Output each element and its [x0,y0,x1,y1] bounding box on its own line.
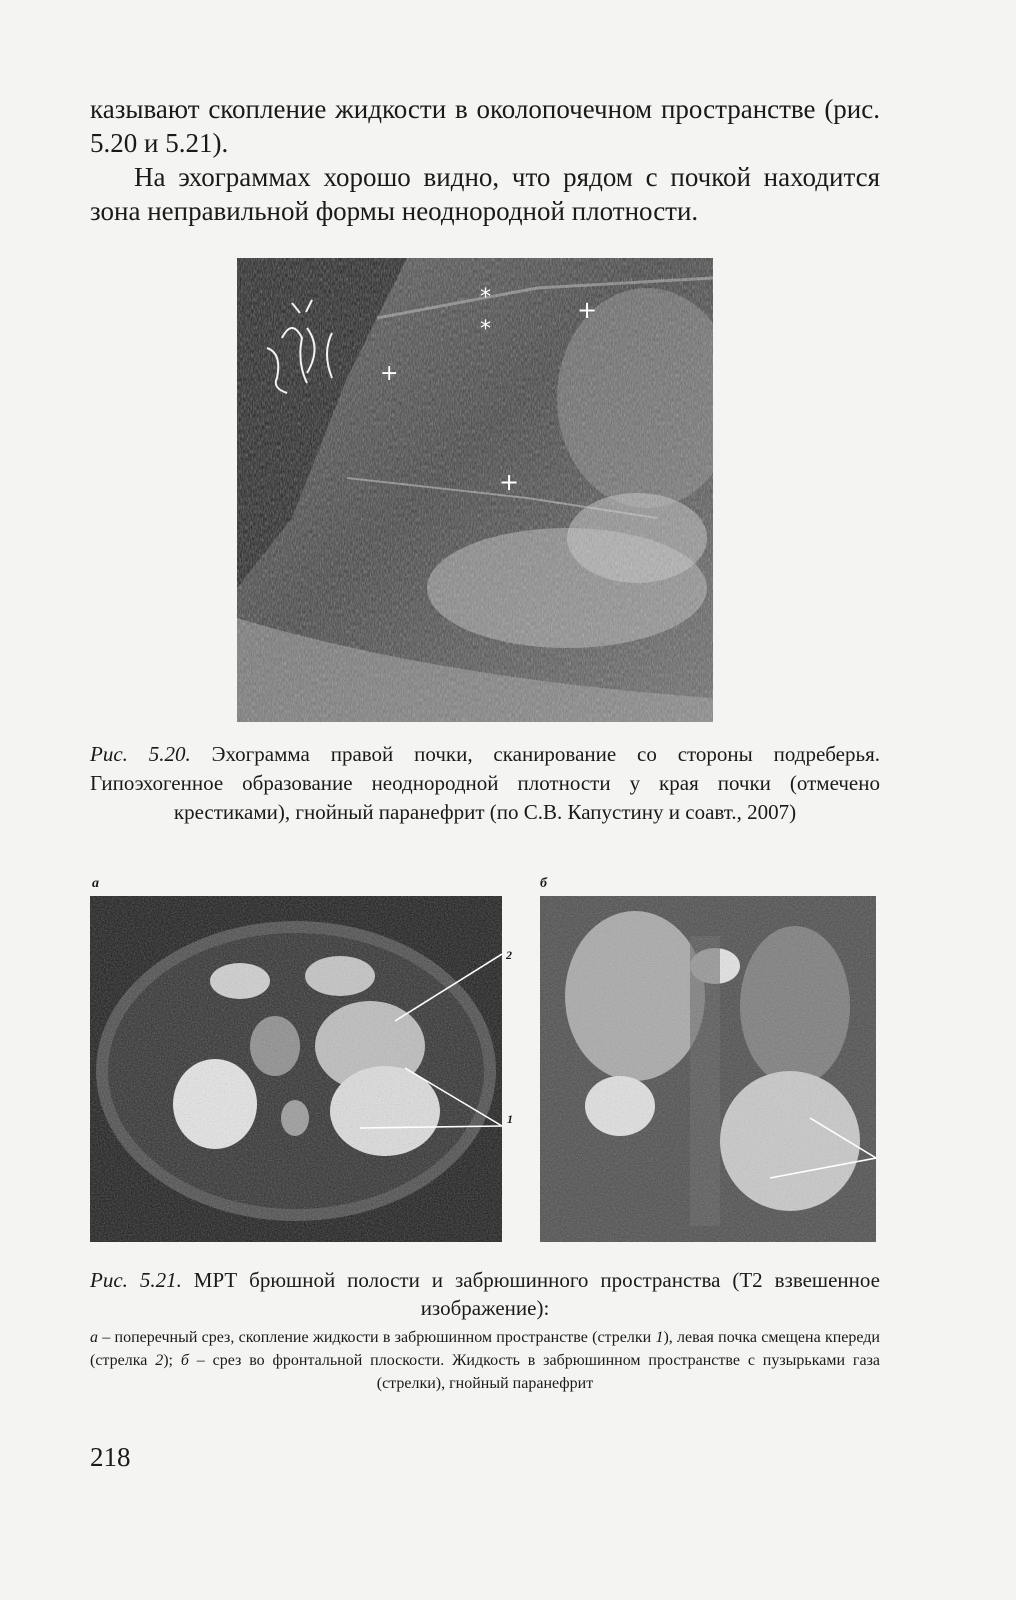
figure-5-20-caption [90,740,880,827]
legend-a-text: – поперечный срез, скопление жидкости в забрюшинном пространстве (стрелки [98,1329,656,1346]
body-paragraph-2: На эхограммах хорошо видно, что рядом с почкой находится зона неправильной формы неоднородной плотности. [90,162,880,226]
panel-b-label: б [540,876,547,891]
image-mark-2: * [480,317,491,342]
figure-5-20-number: Рис. 5.20. [90,742,191,766]
legend-arrow-1: 1 [655,1329,664,1346]
callout-2-label: 2 [506,948,512,962]
figure-5-21-caption-text: МРТ брюшной полости и забрюшинного пространства (Т2 взвешенное изображение): [181,1268,880,1320]
figure-5-21-caption [90,1266,880,1322]
echogram-image [237,258,713,722]
page-number: 218 [90,1442,131,1472]
legend-b-letter: б [180,1352,189,1369]
figure-5-20-caption-text: Эхограмма правой почки, сканирование со стороны подреберья. Гипоэхогенное образование неоднородной плотности у края почки (отмечено крестиками), гнойный паранефрит (по С.В. Капустину и соавт., 2007) [90,742,880,824]
image-mark-4: + [380,361,399,386]
figure-5-21-legend [90,1326,880,1395]
callout-1-label: 1 [507,1112,513,1126]
mri-frontal-image [540,896,876,1242]
body-paragraph-1: казывают скопление жидкости в околопочечном пространстве (рис. 5.20 и 5.21). [90,94,880,158]
figure-5-21-number: Рис. 5.21. [90,1268,182,1292]
image-mark-3: + [577,296,598,324]
panel-a-label: а [92,876,99,891]
legend-a-text-3: ); [163,1352,181,1369]
image-mark-5: + [499,468,520,496]
legend-a-text-2: ), левая почка смещена кпереди (стрелка [90,1329,880,1369]
legend-b-text: – срез во фронтальной плоскости. Жидкость в забрюшинном пространстве с пузырьками газа (стрелки), гнойный паранефрит [188,1352,880,1392]
legend-a-letter: а [90,1329,98,1346]
legend-arrow-2: 2 [155,1352,164,1369]
image-mark-1: * [480,285,491,310]
mri-axial-image [90,896,502,1242]
